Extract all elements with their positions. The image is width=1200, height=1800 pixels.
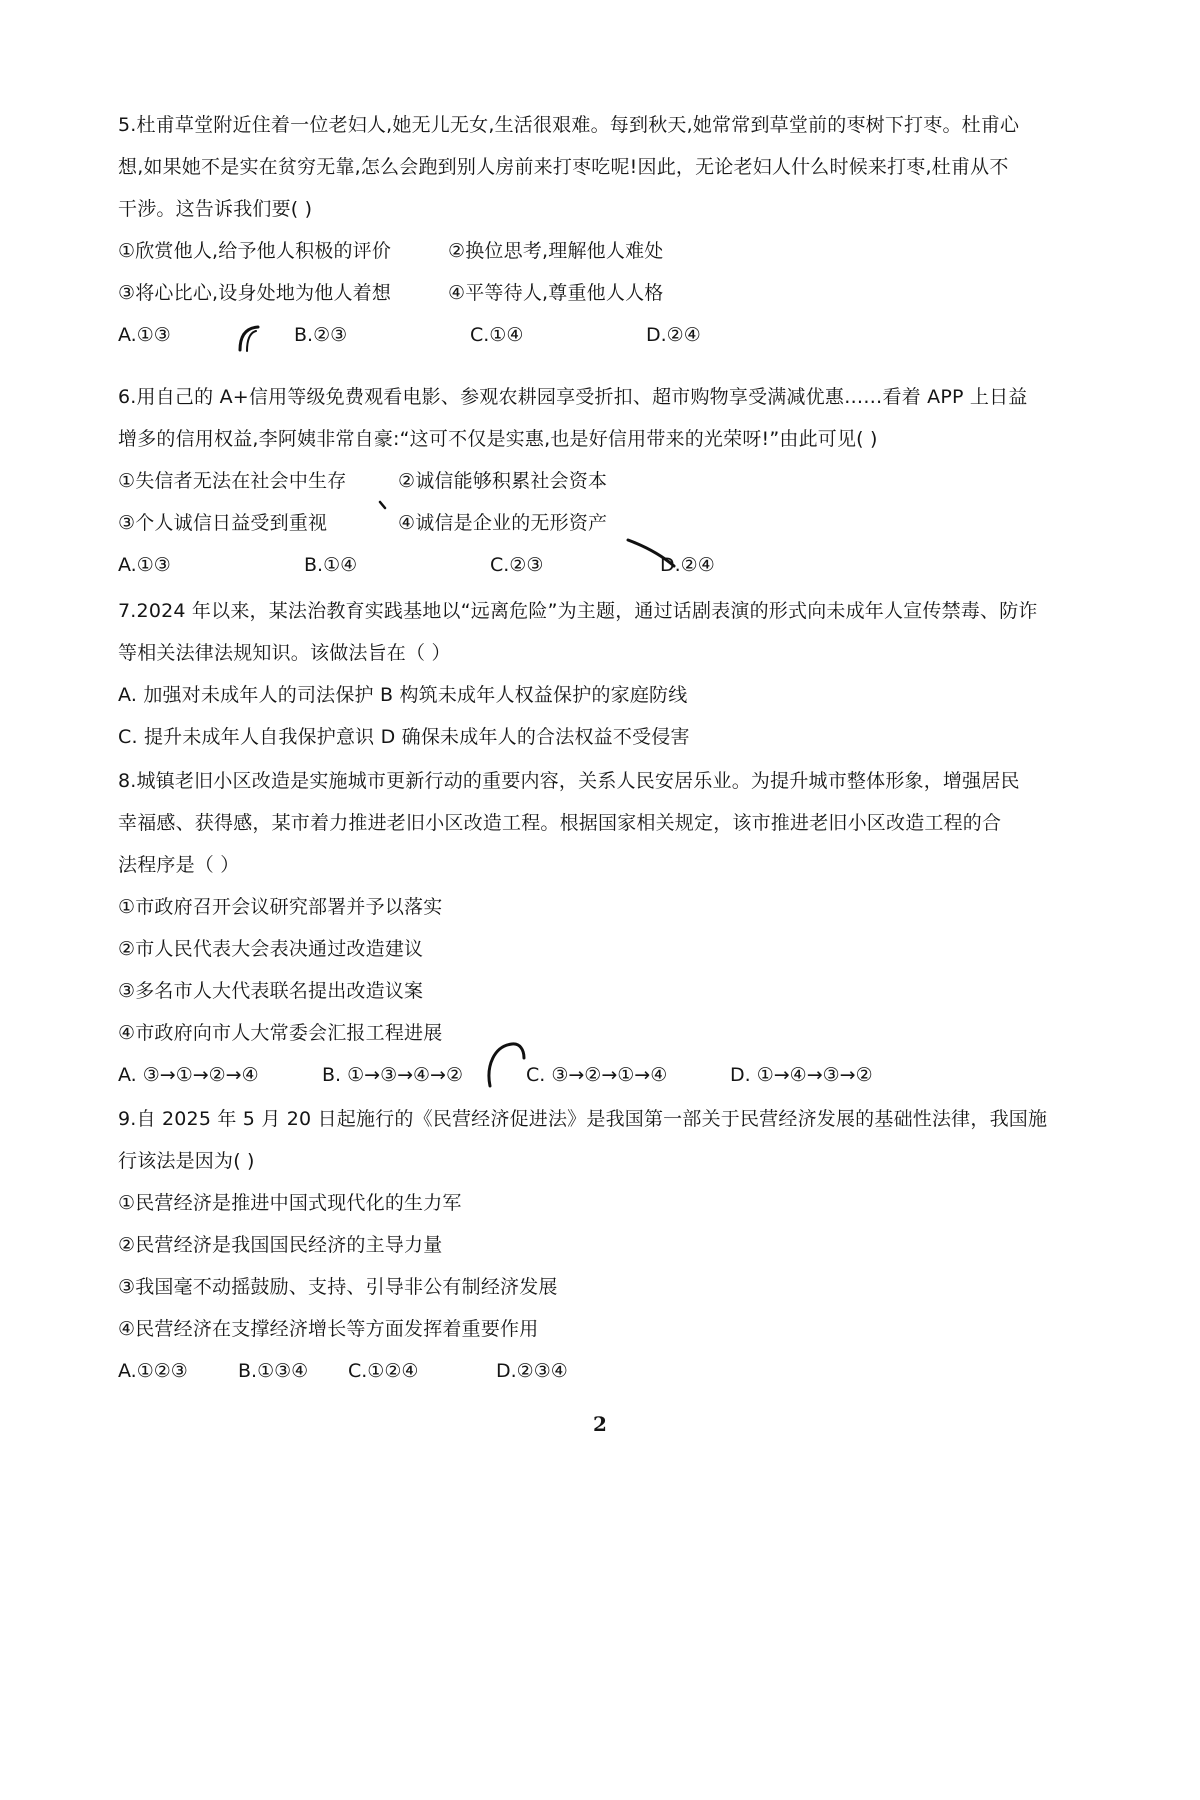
question-6-option-d: D.②④ — [660, 554, 715, 576]
question-5-option-b: B.②③ — [294, 324, 348, 346]
question-8-item-4: ④市政府向市人大常委会汇报工程进展 — [118, 1022, 443, 1044]
question-6-item-3: ③个人诚信日益受到重视 — [118, 512, 328, 534]
question-6-option-b: B.①④ — [304, 554, 358, 576]
question-7-options-line-1: A. 加强对未成年人的司法保护 B 构筑未成年人权益保护的家庭防线 — [118, 684, 688, 706]
question-5-item-2: ②换位思考,理解他人难处 — [448, 240, 664, 262]
question-9-item-3: ③我国毫不动摇鼓励、支持、引导非公有制经济发展 — [118, 1276, 558, 1298]
question-5-stem-line-2: 想,如果她不是实在贫穷无靠,怎么会跑到别人房前来打枣吃呢!因此，无论老妇人什么时候来打枣,杜甫从不 — [118, 156, 1009, 178]
question-5-options — [118, 314, 1018, 356]
page-number: 2 — [593, 1412, 607, 1436]
question-8-option-c: C. ③→②→①→④ — [526, 1064, 668, 1086]
question-9-option-c: C.①②④ — [348, 1360, 419, 1382]
question-5-item-3: ③将心比心,设身处地为他人着想 — [118, 282, 392, 304]
question-9-stem-line-2: 行该法是因为( ) — [118, 1150, 255, 1172]
question-7-stem-line-2: 等相关法律法规知识。该做法旨在（ ） — [118, 642, 451, 664]
question-8-option-d: D. ①→④→③→② — [730, 1064, 873, 1086]
question-8-item-3: ③多名市人大代表联名提出改造议案 — [118, 980, 424, 1002]
question-9-item-4: ④民营经济在支撑经济增长等方面发挥着重要作用 — [118, 1318, 539, 1340]
question-8-stem-line-3: 法程序是（ ） — [118, 854, 240, 876]
question-5-option-d: D.②④ — [646, 324, 701, 346]
question-8-options — [118, 1054, 1018, 1096]
question-5-stem-line-3: 干涉。这告诉我们要( ) — [118, 198, 313, 220]
question-6-items-row-1 — [118, 460, 1018, 502]
question-8-option-b: B. ①→③→④→② — [322, 1064, 464, 1086]
question-6-items-row-2 — [118, 502, 1018, 544]
question-5-item-1: ①欣赏他人,给予他人积极的评价 — [118, 240, 392, 262]
question-6-options — [118, 544, 1018, 586]
question-8-option-a: A. ③→①→②→④ — [118, 1064, 259, 1086]
question-7-options-line-2: C. 提升未成年人自我保护意识 D 确保未成年人的合法权益不受侵害 — [118, 726, 690, 748]
question-9-stem-line-1: 9.自 2025 年 5 月 20 日起施行的《民营经济促进法》是我国第一部关于民营经济发展的基础性法律，我国施 — [118, 1108, 1048, 1130]
question-8 — [118, 760, 1018, 1096]
question-6-stem-line-2: 增多的信用权益,李阿姨非常自豪:“这可不仅是实惠,也是好信用带来的光荣呀!”由此可见( ) — [118, 428, 878, 450]
question-7 — [118, 590, 1038, 758]
question-8-stem-line-1: 8.城镇老旧小区改造是实施城市更新行动的重要内容，关系人民安居乐业。为提升城市整体形象，增强居民 — [118, 770, 1020, 792]
question-8-item-2: ②市人民代表大会表决通过改造建议 — [118, 938, 424, 960]
question-6 — [118, 376, 1028, 586]
question-5-option-c: C.①④ — [470, 324, 524, 346]
question-5-items-row-2 — [118, 272, 1018, 314]
question-5-items-row-1 — [118, 230, 1018, 272]
question-6-stem-line-1: 6.用自己的 A+信用等级免费观看电影、参观农耕园享受折扣、超市购物享受满减优惠……看着 APP 上日益 — [118, 386, 1028, 408]
question-6-item-1: ①失信者无法在社会中生存 — [118, 470, 347, 492]
question-9-option-b: B.①③④ — [238, 1360, 309, 1382]
question-5-option-a: A.①③ — [118, 324, 171, 346]
question-8-stem-line-2: 幸福感、获得感，某市着力推进老旧小区改造工程。根据国家相关规定，该市推进老旧小区改造工程的合 — [118, 812, 1002, 834]
question-6-option-c: C.②③ — [490, 554, 544, 576]
question-9-option-a: A.①②③ — [118, 1360, 188, 1382]
question-6-item-2: ②诚信能够积累社会资本 — [398, 470, 608, 492]
question-6-option-a: A.①③ — [118, 554, 171, 576]
question-9-option-d: D.②③④ — [496, 1360, 568, 1382]
question-9-item-2: ②民营经济是我国国民经济的主导力量 — [118, 1234, 443, 1256]
question-5-item-4: ④平等待人,尊重他人人格 — [448, 282, 664, 304]
question-5-stem-line-1: 5.杜甫草堂附近住着一位老妇人,她无儿无女,生活很艰难。每到秋天,她常常到草堂前的枣树下打枣。杜甫心 — [118, 114, 1020, 136]
question-7-stem-line-1: 7.2024 年以来，某法治教育实践基地以“远离危险”为主题，通过话剧表演的形式向未成年人宣传禁毒、防诈 — [118, 600, 1038, 622]
question-9 — [118, 1098, 1048, 1392]
question-9-item-1: ①民营经济是推进中国式现代化的生力军 — [118, 1192, 462, 1214]
question-8-item-1: ①市政府召开会议研究部署并予以落实 — [118, 896, 443, 918]
question-9-options — [118, 1350, 1018, 1392]
question-6-item-4: ④诚信是企业的无形资产 — [398, 512, 608, 534]
question-5 — [118, 104, 1018, 356]
